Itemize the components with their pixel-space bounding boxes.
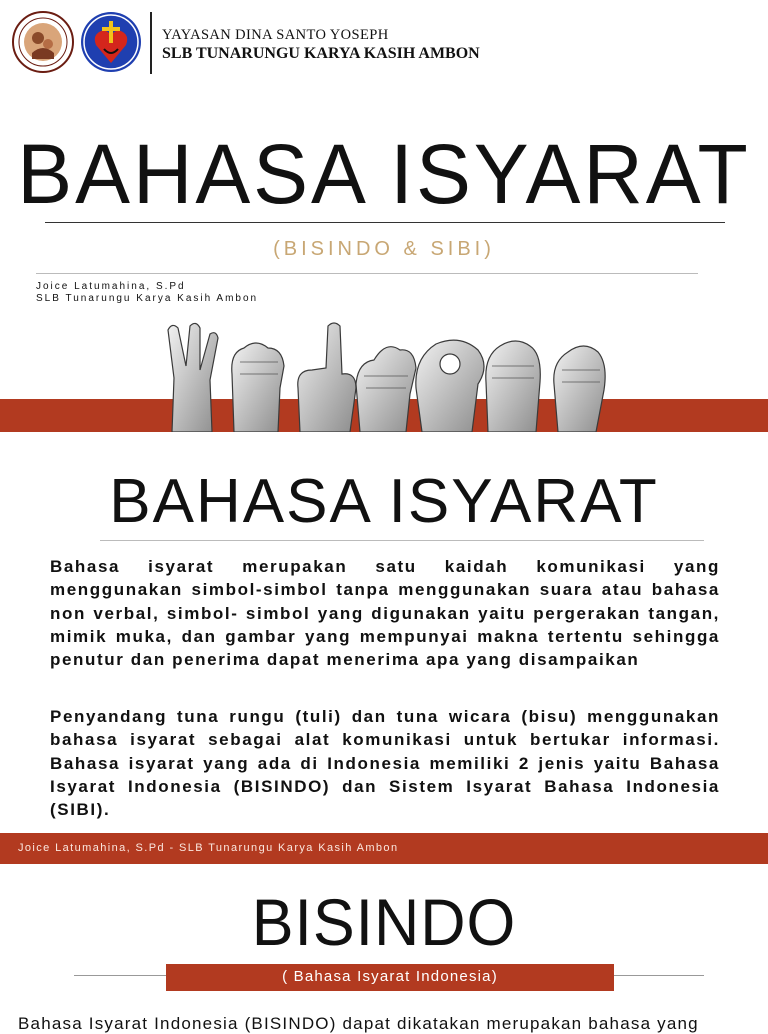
subtitle-rule [36,273,698,274]
author-name: Joice Latumahina, S.Pd [36,281,186,292]
header-divider [150,12,152,74]
bisindo-ribbon-label: ( Bahasa Isyarat Indonesia) [282,968,498,985]
author-school: SLB Tunarungu Karya Kasih Ambon [36,293,259,304]
foundation-name: YAYASAN DINA SANTO YOSEPH [162,27,389,43]
section-title-bisindo: BISINDO [251,885,517,959]
school-logo [80,11,142,73]
footer-credit: Joice Latumahina, S.Pd - SLB Tunarungu Karya Kasih Ambon [18,842,399,854]
intro-paragraph-1: Bahasa isyarat merupakan satu kaidah komunikasi yang menggunakan simbol-simbol tanpa menggunakan suara atau bahasa non verbal, simbol- simbol yang digunakan yaitu pergerakan tangan, mimik muka, dan gambar yang mempunyai makna tertentu sehingga penutur dan penerima dapat menerima apa yang disampaikan [50,557,720,670]
section-title-bahasa-isyarat: BAHASA ISYARAT [109,467,659,536]
yayasan-logo [12,11,74,73]
intro-paragraph-2: Penyandang tuna rungu (tuli) dan tuna wicara (bisu) menggunakan bahasa isyarat sebagai alat komunikasi untuk bertukar informasi. Bahasa isyarat yang ada di Indonesia memiliki 2 jenis yaitu Bahasa Isyarat Indonesia (BISINDO) dan Sistem Isyarat Bahasa Indonesia (SIBI). [50,707,720,820]
sign-language-hands-illustration [160,318,620,432]
cover-subtitle: (BISINDO & SIBI) [273,238,495,260]
school-name: SLB TUNARUNGU KARYA KASIH AMBON [162,45,480,62]
cover-title: BAHASA ISYARAT [17,127,751,221]
title-rule [45,222,725,223]
bisindo-body-text: Bahasa Isyarat Indonesia (BISINDO) dapat dikatakan merupakan bahasa yang [18,1014,699,1033]
section-title-rule [100,540,704,541]
